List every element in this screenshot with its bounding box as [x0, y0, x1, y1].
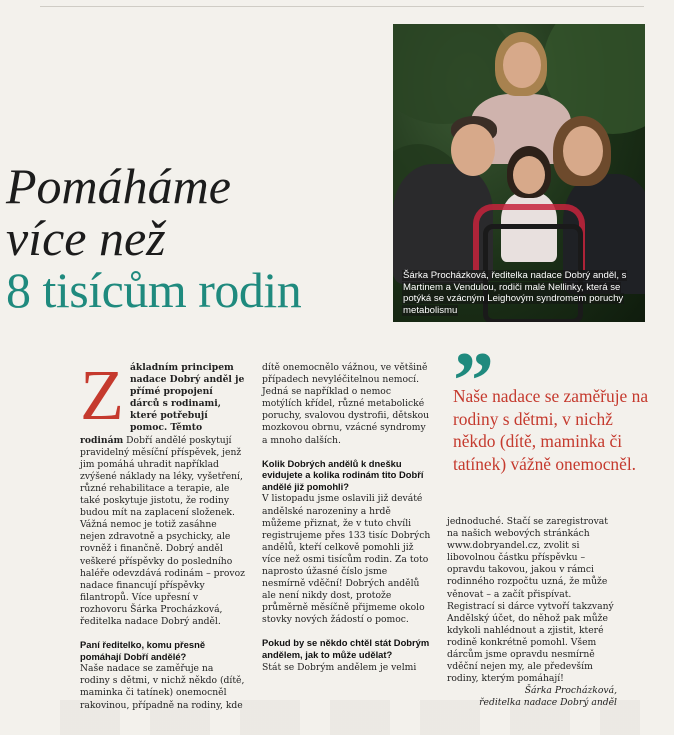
headline-line-3: 8 tisícům rodin [6, 262, 302, 318]
question-2: Kolik Dobrých andělů k dnešku evidujete a kolika rodinám tito Dobří andělé již pomohli? [262, 457, 424, 492]
headline-line-1: Pomáháme [6, 158, 231, 214]
photo-caption: Šárka Procházková, ředitelka nadace Dobrý anděl, s Martinem a Vendulou, rodiči malé Nellinky, která se potýká se vzácným Leighovým syndromem poruchy metabolismu [403, 270, 627, 316]
intro-body: Dobří andělé poskytují pravidelný měsíční příspěvek, jenž jim pomáhá uhradit například zvýšené náklady na léky, vyšetření, různé rehabilitace a terapie, ale také poskytuje jistotu, že rodiny budou mít na zaplacení složenek. Vážná nemoc je totiž zasáhne nejen zdravotně a psychicky, ale rovněž i finančně. Dobrý anděl veškeré příspěvky do posledního haléře odevzdává rodinám – provoz nadace financují příspěvky filantropů. Více upřesní v rozhovoru Šárka Procházková, ředitelka nadace Dobrý anděl. [80, 434, 245, 627]
signature-title: ředitelka nadace Dobrý anděl [479, 697, 617, 709]
answer-3-part-1: Stát se Dobrým andělem je velmi [262, 661, 417, 673]
answer-1-part-2: dítě onemocnělo vážnou, ve většině případech nevyléčitelnou nemocí. Jedná se například o nemoc motýlích křídel, různé metabolické poruchy, svalovou dystrofii, dětskou mozkovou obrnu, vzácné syndromy a mnoho dalších. [262, 362, 430, 446]
headline [6, 160, 386, 316]
answer-1-part-1: Naše nadace se zaměřuje na rodiny s dětmi, v nichž někdo (dítě, maminka či tatínek) onemocněl rakovinou, případně na rodiny, kde [80, 663, 245, 711]
article-column-3 [447, 516, 617, 710]
quote-mark-icon: ” [453, 335, 494, 426]
question-1: Paní ředitelko, komu přesně pomáhají Dobří andělé? [80, 639, 206, 662]
headline-line-2: více než [6, 210, 166, 266]
signature-name: Šárka Procházková, [524, 685, 617, 697]
drop-cap: Z [80, 355, 124, 435]
answer-3-part-2: jednoduché. Stačí se zaregistrovat na našich webových stránkách www.dobryandel.cz, zvolit si libovolnou částku příspěvku – opravdu takovou, jakou v rámci rodinného rozpočtu uzná, že může věnovat – a začít přispívat. Registrací si dárce vytvoří takzvaný Andělský účet, do něhož pak může kdykoli nahlédnout a zjistit, které rodině konkrétně pomohl. Všem dárcům jsme opravdu nesmírně vděční nejen my, ale především rodiny, kterým pomáhají! [447, 516, 614, 685]
intro-lead: ákladním principem nadace Dobrý anděl je přímé propojení dárců s rodinami, které potřebují pomoc. Těmto rodinám [80, 362, 245, 446]
answer-2: V listopadu jsme oslavili již deváté andělské narozeniny a hrdě můžeme přiznat, že v tuto chvíli registrujeme přes 133 tisíc Dobrých andělů, kteří celkově pomohli již více než osmi tisícům rodin. Za toto naprosto úžasné číslo jsme nesmírně vděční! Dobrých andělů ale není nikdy dost, protože průměrně měsíčně přijmeme okolo stovky nových žádostí o pomoc. [262, 493, 431, 626]
article-column-2 [262, 362, 432, 674]
question-3: Pokud by se někdo chtěl stát Dobrým andělem, jak to může udělat? [262, 637, 430, 661]
pull-quote: Naše nadace se zaměřuje na rodiny s dětmi, v nichž někdo (dítě, maminka či tatínek) vážně onemocněl. [453, 386, 649, 474]
intro-paragraph [80, 355, 245, 628]
signature [447, 685, 617, 709]
family-photo [393, 24, 645, 322]
article-column-1 [80, 355, 245, 712]
show-through-print-top [40, 0, 400, 54]
